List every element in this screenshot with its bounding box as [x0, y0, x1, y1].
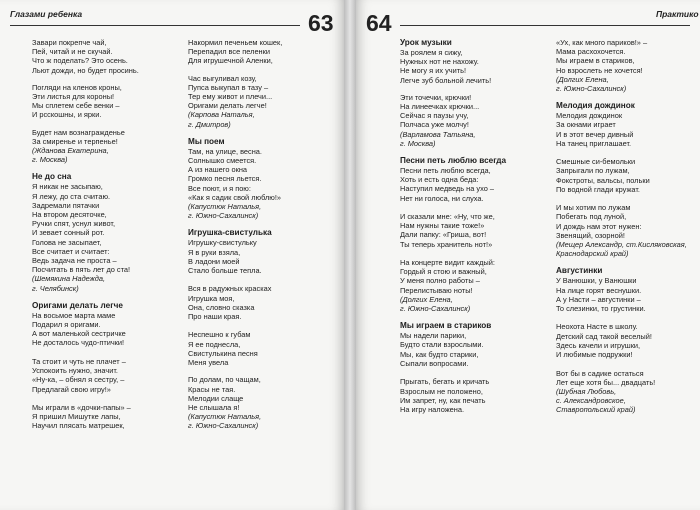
poem-line: Мама расхохочется.: [556, 47, 626, 57]
right-column-2: [556, 38, 696, 423]
poem-line: Легче зуб больной лечить!: [400, 75, 492, 85]
poem-line: Для игрушечной Аленки,: [188, 56, 273, 66]
poem-line: Не слышала я!: [188, 402, 240, 412]
poem-block: [188, 74, 328, 129]
poem-line: Та стоит и чуть не плачет –: [32, 356, 126, 366]
poem-block: [188, 38, 328, 66]
poem-line: Про наши края.: [188, 312, 242, 322]
poem-author: (Долгих Елена,: [556, 74, 609, 84]
poem-line: Неохота Насте в школу.: [556, 322, 638, 332]
poem-line: Что ж поделать? Это осень.: [32, 56, 128, 66]
poem-line: Мелодия дождинок: [556, 111, 623, 121]
poem-line: Она, словно сказка: [188, 302, 255, 312]
poem-line: То слезинки, то грустинки.: [556, 304, 646, 314]
poem-line: Смешные си-бемольки: [556, 157, 636, 167]
poem-block: [32, 172, 172, 292]
right-header-rule: [400, 25, 690, 26]
poem-line: Свистулькина песня: [188, 348, 258, 358]
poem-line: Гордый я стою и важный,: [400, 267, 487, 277]
poem-line: Здесь качели и игрушки,: [556, 340, 641, 350]
poem-line: [400, 249, 540, 258]
poem-block: [32, 38, 172, 75]
poem-line: Мы играли в «дочки-папы» –: [32, 402, 131, 412]
poem-line: У Ванюшки, у Ванюшки: [556, 276, 637, 286]
poem-line: На концерте видит каждый:: [400, 258, 495, 268]
poem-line: Не досталось чудо-птички!: [32, 338, 125, 348]
poem-line: Взрослым не положено,: [400, 386, 483, 396]
poem-line: «Ну-ка, – обнял я сестру, –: [32, 375, 125, 385]
poem-title: Не до сна: [32, 172, 72, 182]
poem-title: Оригами делать легче: [32, 300, 123, 310]
poem-author: г. Дмитров): [188, 119, 231, 129]
poem-line: Детский сад такой веселый!: [556, 331, 652, 341]
poem-author: (Капустюк Наталья,: [188, 202, 262, 212]
poem-line: Фокстроты, вальсы, польки: [556, 175, 650, 185]
poem-line: [400, 203, 540, 212]
poem-line: [556, 194, 696, 203]
poem-line: [188, 275, 328, 284]
poem-line: И сказали мне: «Ну, что же,: [400, 212, 495, 222]
poem-line: Там, на улице, весна.: [188, 146, 262, 156]
poem-line: Научил плясать матрешек,: [32, 421, 125, 431]
poem-line: Неспешно к губам: [188, 330, 251, 340]
poem-author: г. Южно-Сахалинск): [188, 211, 259, 221]
poem-line: И в этот вечер дивный: [556, 129, 634, 139]
poem-line: [32, 348, 172, 357]
poem-line: Все считает и считает:: [32, 246, 110, 256]
poem-line: И любимые подружки!: [556, 350, 633, 360]
left-column-1: [32, 38, 172, 439]
poem-author: г. Южно-Сахалинск): [188, 421, 259, 431]
poem-line: Мы сплетем себе венки –: [32, 101, 120, 111]
poem-line: Час выгуливал козу,: [188, 73, 257, 83]
poem-line: Не могу я их учить!: [400, 66, 467, 76]
poem-author: Краснодарский край): [556, 249, 629, 259]
poem-author: (Капустюк Наталья,: [188, 412, 262, 422]
poem-line: А вот маленькой сестричке: [32, 329, 126, 339]
poem-line: Стало больше тепла.: [188, 266, 262, 276]
poem-title: Мы поем: [188, 136, 225, 146]
poem-line: Дали папку: «Гриша, вот!: [400, 230, 487, 240]
poem-line: Я никак не засыпаю,: [32, 182, 103, 192]
poem-line: Игрушка моя,: [188, 293, 235, 303]
poem-author: (Мещер Александр, ст.Кисляковская,: [556, 240, 687, 250]
poem-line: Мы играем в стариков,: [556, 56, 635, 66]
poem-block: [400, 38, 540, 85]
poem-title: Августинки: [556, 266, 603, 276]
poem-line: Предлагай свою игру!»: [32, 384, 111, 394]
poem-line: «Ух, как много париков!» –: [556, 38, 648, 47]
poem-line: Подарил я оригами.: [32, 320, 101, 330]
poem-line: Сыпали вопросами.: [400, 358, 469, 368]
poem-line: Тер ему живот и плечи...: [188, 92, 273, 102]
poem-line: За роялем я сижу,: [400, 48, 463, 57]
poem-line: Я пришил Мишутке лапы,: [32, 412, 121, 422]
poem-line: Я лежу, до ста считаю.: [32, 191, 111, 201]
poem-title: Урок музыки: [400, 38, 452, 47]
poem-line: Эти листья для короны!: [32, 92, 115, 102]
poem-line: Накормил печеньем кошек,: [188, 38, 283, 47]
poem-line: Запрыгали по лужам,: [556, 166, 630, 176]
poem-line: На втором десяточке,: [32, 210, 107, 220]
poem-line: И мы хотим по лужам: [556, 203, 631, 213]
left-page: [0, 0, 344, 510]
poem-line: Будто стали взрослыми.: [400, 340, 484, 350]
poem-line: Я ее поднесла,: [188, 339, 241, 349]
poem-line: Сейчас я паузы учу,: [400, 111, 469, 121]
poem-author: г. Москва): [32, 155, 68, 165]
poem-line: Посчитать в пять лет до ста!: [32, 265, 131, 275]
poem-line: На танец приглашает.: [556, 138, 632, 148]
poem-line: Песни петь люблю всегда,: [400, 166, 491, 176]
poem-author: г. Южно-Сахалинск): [556, 84, 627, 94]
poem-line: Красы не тая.: [188, 384, 236, 394]
poem-line: Завари покрепче чай,: [32, 38, 107, 47]
poem-line: На линеечках крючки...: [400, 102, 480, 112]
poem-title: Песни петь люблю всегда: [400, 156, 507, 166]
poem-line: Нет ни голоса, ни слуха.: [400, 193, 484, 203]
poem-line: Успокоить нужно, значит.: [32, 366, 118, 376]
poem-line: Звенящий, озорной!: [556, 230, 625, 240]
poem-line: Перелистываю ноты!: [400, 285, 473, 295]
poem-line: Мы надели парики,: [400, 331, 467, 341]
poem-line: Оригами делать легче!: [188, 101, 267, 111]
poem-block: [32, 128, 172, 165]
poem-author: г. Москва): [400, 138, 436, 148]
poem-line: На восьмое марта маме: [32, 310, 116, 320]
poem-line: [556, 359, 696, 368]
poem-block: [400, 93, 540, 148]
poem-line: «Как я садик свой люблю!»: [188, 192, 282, 202]
book-gutter: [344, 0, 356, 510]
poem-line: Пупса выкупал в тазу –: [188, 82, 269, 92]
poem-author: г. Челябинск): [32, 283, 79, 293]
poem-line: На игру наложена.: [400, 404, 465, 414]
poem-line: Эти точечки, крючки!: [400, 92, 472, 102]
poem-line: Ручки спят, уснул живот,: [32, 219, 116, 229]
poem-author: Ставропольский край): [556, 405, 636, 415]
poem-line: Игрушку-свистульку: [188, 238, 257, 248]
right-page: [356, 0, 700, 510]
poem-line: Я в руки взяла,: [188, 247, 241, 257]
poem-line: Громко песня льется.: [188, 174, 262, 184]
poem-line: [556, 148, 696, 157]
poem-author: с. Александровское,: [556, 396, 626, 406]
poem-author: (Жданова Екатерина,: [32, 146, 109, 156]
poem-line: Голова не засыпает,: [32, 237, 102, 247]
poem-line: Прыгать, бегать и кричать: [400, 377, 490, 387]
poem-line: По водной глади кружат.: [556, 184, 640, 194]
poem-block: [400, 321, 540, 414]
poem-line: За смиренье и терпенье!: [32, 136, 118, 146]
poem-title: Мелодия дождинок: [556, 101, 635, 111]
poem-line: [32, 394, 172, 403]
poem-line: У меня полно работы –: [400, 276, 480, 286]
poem-line: Льют дожди, но будет просинь.: [32, 65, 139, 75]
poem-line: [556, 313, 696, 322]
right-column-1: [400, 38, 540, 422]
left-header-rule: [10, 25, 300, 26]
poem-line: И рсскошны, и ярки.: [32, 110, 102, 120]
poem-line: Задремали пятачки: [32, 200, 100, 210]
poem-line: Пей, читай и не скучай.: [32, 47, 113, 57]
poem-line: Но взрослеть не хочется!: [556, 65, 643, 75]
right-page-number: 64: [366, 10, 392, 36]
poem-line: Погляди на кленов кроны,: [32, 82, 122, 92]
left-column-2: [188, 38, 328, 439]
poem-line: Вот бы в садике остаться: [556, 368, 644, 378]
poem-block: [188, 228, 328, 367]
poem-line: Мелодии слаще: [188, 393, 244, 403]
poem-line: Меня увела: [188, 358, 229, 368]
poem-author: (Варламова Татьяна,: [400, 129, 476, 139]
poem-line: Полчаса уже молчу!: [400, 120, 469, 130]
poem-title: Игрушка-свистулька: [188, 228, 272, 238]
poem-line: Ведь задача не проста –: [32, 256, 117, 266]
poem-line: Хоть и есть одна беда:: [400, 175, 479, 185]
poem-block: [32, 301, 172, 431]
poem-line: [188, 321, 328, 330]
poem-line: Нужных нот не нахожу.: [400, 57, 479, 67]
poem-line: [400, 368, 540, 377]
poem-line: Будет нам вознагражденье: [32, 127, 125, 137]
poem-block: [32, 83, 172, 120]
left-header-label: Глазами ребенка: [10, 9, 83, 19]
poem-line: И дождь нам этот нужен:: [556, 221, 642, 231]
poem-line: Побегать под луной,: [556, 212, 627, 222]
left-page-number: 63: [308, 10, 334, 36]
poem-line: На лице горят веснушки.: [556, 285, 642, 295]
poem-line: Лет еще хотя бы... двадцать!: [556, 377, 656, 387]
poem-line: Перепадил все пеленки: [188, 47, 270, 57]
poem-line: Мы, как будто старики,: [400, 349, 479, 359]
poem-line: И зевает сонный рот.: [32, 228, 105, 238]
poem-line: А у Насти – августинки –: [556, 294, 641, 304]
poem-line: По долам, по чащам,: [188, 375, 261, 385]
poem-author: (Шемякина Надежда,: [32, 274, 106, 284]
poem-block: [556, 266, 696, 414]
poem-line: Нам нужны такие тоже!»: [400, 221, 485, 231]
poem-block: [556, 38, 696, 93]
poem-author: (Карпова Наталья,: [188, 110, 255, 120]
poem-line: Наступил медведь на ухо –: [400, 184, 494, 194]
poem-title: Мы играем в стариков: [400, 321, 492, 331]
poem-line: Солнышко смеется.: [188, 156, 257, 166]
poem-line: Вся в радужных красках: [188, 284, 272, 294]
poem-line: В ладони моей: [188, 256, 240, 266]
poem-author: (Шубная Любовь,: [556, 386, 617, 396]
poem-line: За окнами играет: [556, 120, 616, 130]
poem-line: А из нашего окна: [188, 165, 248, 175]
poem-block: [400, 156, 540, 313]
right-header-label: Практико: [656, 9, 699, 19]
poem-author: (Долгих Елена,: [400, 294, 453, 304]
poem-line: Все поют, и я пою:: [188, 183, 251, 193]
poem-block: [188, 137, 328, 221]
poem-block: [556, 101, 696, 258]
poem-line: Им запрет, ну, как печать: [400, 395, 486, 405]
poem-author: г. Южно-Сахалинск): [400, 304, 471, 314]
poem-block: [188, 375, 328, 430]
poem-line: Ты теперь хранитель нот!»: [400, 239, 493, 249]
